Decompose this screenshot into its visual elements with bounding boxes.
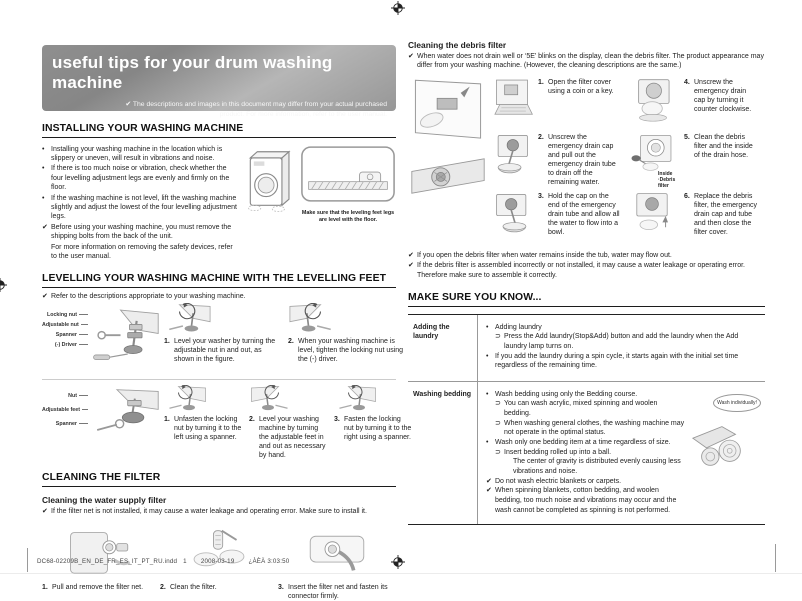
turn-feet-illustration bbox=[249, 385, 293, 415]
adjustable-nut-diagram bbox=[90, 308, 160, 366]
debris-filter-steps bbox=[408, 76, 765, 245]
filter-cover-illustration bbox=[490, 78, 534, 118]
rolled-bedding-illustration bbox=[689, 420, 751, 468]
unscrew-cap-illustration bbox=[630, 78, 676, 122]
turn-nut-illustration bbox=[164, 303, 212, 337]
debris-step-image bbox=[628, 190, 682, 245]
section-heading-make-sure: MAKE SURE YOU KNOW... bbox=[408, 292, 765, 307]
table-line: • Adding laundry bbox=[486, 323, 542, 331]
row-label: Adding the laundry bbox=[408, 315, 478, 381]
installing-section bbox=[42, 143, 396, 261]
check-note-line: ✔ If you open the debris filter when water remains inside the tub, water may flow out. bbox=[408, 251, 672, 259]
insert-filter-net-illustration bbox=[304, 527, 370, 575]
registration-mark-icon bbox=[391, 1, 405, 15]
debris-step: 2. Unscrew the emergency drain cap and pull out the emergency drain tube to drain off the remaining water. bbox=[538, 133, 616, 187]
table-line: ⊃ Insert bedding rolled up into a ball. bbox=[495, 448, 612, 456]
table-line: ⊃ You can wash acrylic, mixed spinning and woolen bedding. bbox=[495, 400, 658, 418]
remove-filter-net-illustration bbox=[68, 527, 134, 575]
table-line: ✔ When spinning blankets, cotton bedding, and woolen bedding, too much noise and vibrations may occur and the wash cannot be completed as spinning is not performed. bbox=[486, 487, 677, 514]
table-row bbox=[408, 315, 765, 381]
check-note-line: ✔ If the filter net is not installed, it may cause a water leakage and operating error. Make sure to install it. bbox=[42, 507, 367, 515]
filter-step: 3. Insert the filter net and fasten its connector firmly. bbox=[278, 525, 396, 601]
table-line: • Wash bedding using only the Bedding course. bbox=[486, 390, 638, 398]
levelling-step: 2. Level your washing machine by turning the adjustable feet in and out as necessary by hand. bbox=[247, 385, 332, 460]
check-note-line: ✔ Before using your washing machine, you must remove the shipping bolts from the back of the unit. bbox=[42, 223, 232, 241]
bedding-figure bbox=[689, 394, 761, 486]
debris-step-image bbox=[488, 131, 536, 190]
bullet-line: • If there is too much noise or vibration, check whether the four levelling adjustment legs are evenly and firmly on the floor. bbox=[42, 165, 230, 191]
debris-overview-illustration bbox=[408, 76, 488, 245]
debris-step: 3. Hold the cap on the end of the emergency drain tube and allow all the water to flow into a bowl. bbox=[538, 192, 620, 236]
open-cover-overview-illustration bbox=[410, 78, 486, 144]
note-continuation-line: For more information on removing the safety devices, refer to the user manual. bbox=[51, 243, 233, 261]
table-line: The center of gravity is distributed evenly causing less vibrations and noise. bbox=[513, 458, 681, 475]
unfasten-nut-illustration bbox=[164, 385, 208, 415]
crop-mark bbox=[775, 544, 776, 572]
page-title: useful tips for your drum washing machine bbox=[52, 53, 333, 92]
fasten-nut-illustration bbox=[334, 385, 378, 415]
drain-tube-bowl-illustration bbox=[490, 133, 534, 177]
debris-step: 6. Replace the debris filter, the emergency drain cap and tube and then close the filter cover. bbox=[684, 192, 758, 236]
page-banner bbox=[42, 45, 396, 119]
section-heading-levelling: LEVELLING YOUR WASHING MACHINE WITH THE LEVELLING FEET bbox=[42, 273, 396, 288]
replace-filter-illustration bbox=[630, 192, 674, 232]
tighten-nut-illustration bbox=[288, 303, 336, 337]
levelling-step: 2. When your washing machine is level, tighten the locking nut using the (-) driver. bbox=[286, 307, 410, 373]
left-column bbox=[42, 45, 412, 601]
debris-step-image bbox=[628, 131, 682, 190]
table-line: • Wash only one bedding item at a time regardless of size. bbox=[486, 439, 671, 447]
check-note-line: ✔ Refer to the descriptions appropriate to your washing machine. bbox=[42, 293, 246, 301]
print-footer bbox=[37, 558, 303, 565]
footer-page-number: 1 bbox=[183, 558, 187, 565]
section-heading-installing: INSTALLING YOUR WASHING MACHINE bbox=[42, 123, 396, 138]
levelling-step: 1. Unfasten the locking nut by turning it to the left using a spanner. bbox=[162, 385, 247, 460]
table-line: ⊃ When washing general clothes, the washing machine may not operate in the optimal status. bbox=[495, 419, 685, 437]
bullet-line: • If the washing machine is not level, lift the washing machine slightly and adjust the lowest of the four levelling adjustment legs. bbox=[42, 194, 237, 221]
debris-step-image bbox=[488, 76, 536, 131]
subheading-water-supply-filter: Cleaning the water supply filter bbox=[42, 495, 167, 506]
levelling-step: 3. Fasten the locking nut by turning it to the right using a spanner. bbox=[332, 385, 417, 460]
section-heading-cleaning-filter: CLEANING THE FILTER bbox=[42, 472, 396, 487]
subheading-debris-filter: Cleaning the debris filter bbox=[408, 40, 507, 50]
check-note-line: ✔ When water does not drain well or ‘5E’ blinks on the display, clean the debris filter. The product appearance may differ from your washing machine. (However, the cleaning descriptions are the same.) bbox=[408, 52, 764, 69]
footer-date: 2008-03-19 bbox=[200, 558, 235, 565]
levelling-row-1 bbox=[42, 307, 404, 373]
debris-step: 1. Open the filter cover using a coin or a key. bbox=[538, 78, 614, 96]
footer-filename: DC68-02209B_EN_DE_FR_ES_IT_PT_RU.indd bbox=[37, 558, 178, 565]
check-note-line: ✔ If the debris filter is assembled incorrectly or not installed, it may cause a water leakage or operating error. Therefore make sure to assemble it correctly. bbox=[408, 262, 745, 279]
adjustable-feet-diagram bbox=[90, 387, 160, 439]
drain-cap-overview-illustration bbox=[410, 155, 486, 197]
inside-debris-filter-label: Inside ·Debris filter bbox=[658, 170, 676, 190]
crop-mark bbox=[27, 548, 28, 572]
table-row bbox=[408, 381, 765, 524]
footer-time: ¿ÀÈÄ 3:03:50 bbox=[248, 558, 290, 565]
debris-step-image bbox=[488, 190, 536, 245]
levelling-step: 1. Level your washer by turning the adjustable nut in and out, as shown in the figure. bbox=[162, 307, 286, 373]
registration-mark-icon bbox=[0, 278, 7, 292]
banner-note: ✔ The descriptions and images in this document may differ from your actual purchased product. For more information, refer to the user manual. bbox=[125, 101, 387, 119]
table-line: ✔ Do not wash electric blankets or carpets. bbox=[486, 477, 622, 485]
speech-bubble: Wash individually! bbox=[713, 394, 761, 412]
levelling-diagram-1: Locking nut Adjustable nut Spanner (-) Driver bbox=[42, 307, 162, 373]
levelling-row-2 bbox=[42, 385, 412, 460]
debris-step: 5. Clean the debris filter and the inside of the drain hose. bbox=[684, 133, 753, 160]
row-divider bbox=[42, 379, 396, 380]
levelling-feet-illustration bbox=[300, 145, 396, 203]
table-line: • If you add the laundry during a spin cycle, it starts again with the initial set time regardless of the remaining time. bbox=[486, 352, 739, 370]
washing-machine-illustration bbox=[238, 145, 296, 213]
right-column bbox=[408, 40, 765, 525]
hold-cap-bowl-illustration bbox=[490, 192, 534, 236]
debris-step-image bbox=[628, 76, 682, 131]
row-label: Washing bedding bbox=[408, 382, 478, 524]
filter-step: 2. Clean the filter. bbox=[160, 525, 278, 601]
clean-filter-illustration bbox=[186, 527, 252, 575]
debris-filter-inside-illustration bbox=[630, 133, 674, 173]
debris-step: 4. Unscrew the emergency drain cap by turning it counter clockwise. bbox=[684, 78, 752, 114]
table-line: ⊃ Press the Add laundry(Stop&Add) button and add the laundry when the Add laundry lamp turns on. bbox=[495, 333, 739, 351]
bullet-line: • Installing your washing machine in the location which is slippery or uneven, will result in vibrations and noise. bbox=[42, 145, 223, 162]
filter-step: 1. Pull and remove the filter net. bbox=[42, 525, 160, 601]
figure-caption: Make sure that the leveling feet legs are level with the floor. bbox=[301, 210, 395, 224]
make-sure-table bbox=[408, 314, 765, 525]
levelling-diagram-2: Nut Adjustable feet Spanner bbox=[42, 385, 162, 445]
